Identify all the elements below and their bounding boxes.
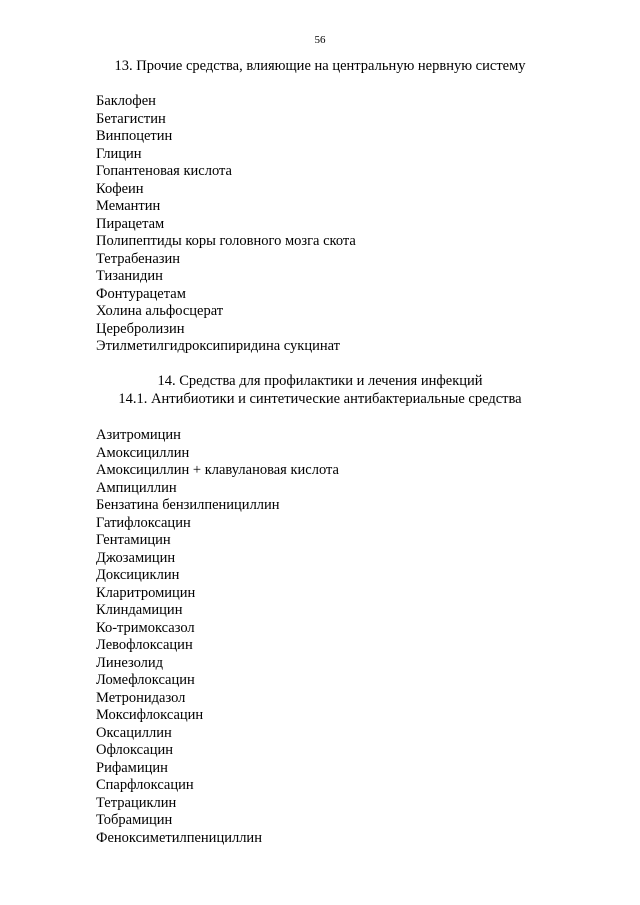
section-14-1-subheading: 14.1. Антибиотики и синтетические антибактериальные средства xyxy=(118,391,522,407)
list-item: Винпоцетин xyxy=(96,128,173,144)
list-item: Клиндамицин xyxy=(96,602,183,618)
list-item: Офлоксацин xyxy=(96,742,174,758)
list-item: Полипептиды коры головного мозга скота xyxy=(96,233,356,249)
list-item: Тетрабеназин xyxy=(96,250,181,267)
list-item: Амоксициллин + клавулановая кислота xyxy=(96,462,339,478)
list-item: Феноксиметилпенициллин xyxy=(96,829,262,846)
list-item: Спарфлоксацин xyxy=(96,777,194,793)
section-14-heading: 14. Средства для профилактики и лечения инфекций xyxy=(157,373,483,389)
list-item: Тобрамицин xyxy=(96,812,173,828)
list-item: Левофлоксацин xyxy=(96,637,193,653)
list-item: Линезолид xyxy=(96,654,164,671)
list-item: Глицин xyxy=(96,145,142,162)
list-item: Ампициллин xyxy=(96,479,177,496)
list-item: Гопантеновая кислота xyxy=(96,163,232,179)
page-number: 56 xyxy=(314,34,326,46)
list-item: Тизанидин xyxy=(96,268,163,284)
list-item: Баклофен xyxy=(96,93,156,109)
list-item: Бензатина бензилпенициллин xyxy=(96,497,280,513)
section-13-list xyxy=(96,93,356,356)
list-item: Доксициклин xyxy=(96,567,180,583)
list-item: Кларитромицин xyxy=(96,584,196,601)
list-item: Тетрациклин xyxy=(96,794,177,811)
list-item: Джозамицин xyxy=(96,549,176,566)
list-item: Гатифлоксацин xyxy=(96,514,191,531)
list-item: Рифамицин xyxy=(96,759,168,776)
list-item: Моксифлоксацин xyxy=(96,707,204,723)
list-item: Холина альфосцерат xyxy=(96,303,224,319)
section-13-heading: 13. Прочие средства, влияющие на центральную нервную систему xyxy=(114,58,526,74)
section-14-1-list xyxy=(96,427,339,847)
list-item: Амоксициллин xyxy=(96,444,190,461)
list-item: Церебролизин xyxy=(96,320,185,337)
list-item: Мемантин xyxy=(96,198,161,214)
list-item: Этилметилгидроксипиридина сукцинат xyxy=(96,338,341,354)
list-item: Ко-тримоксазол xyxy=(96,619,195,636)
list-item: Гентамицин xyxy=(96,532,171,548)
list-item: Фонтурацетам xyxy=(96,285,186,302)
list-item: Кофеин xyxy=(96,180,144,197)
list-item: Азитромицин xyxy=(96,427,181,443)
list-item: Оксациллин xyxy=(96,724,172,741)
list-item: Пирацетам xyxy=(96,215,165,232)
list-item: Бетагистин xyxy=(96,110,166,127)
list-item: Ломефлоксацин xyxy=(96,672,195,688)
list-item: Метронидазол xyxy=(96,689,186,706)
